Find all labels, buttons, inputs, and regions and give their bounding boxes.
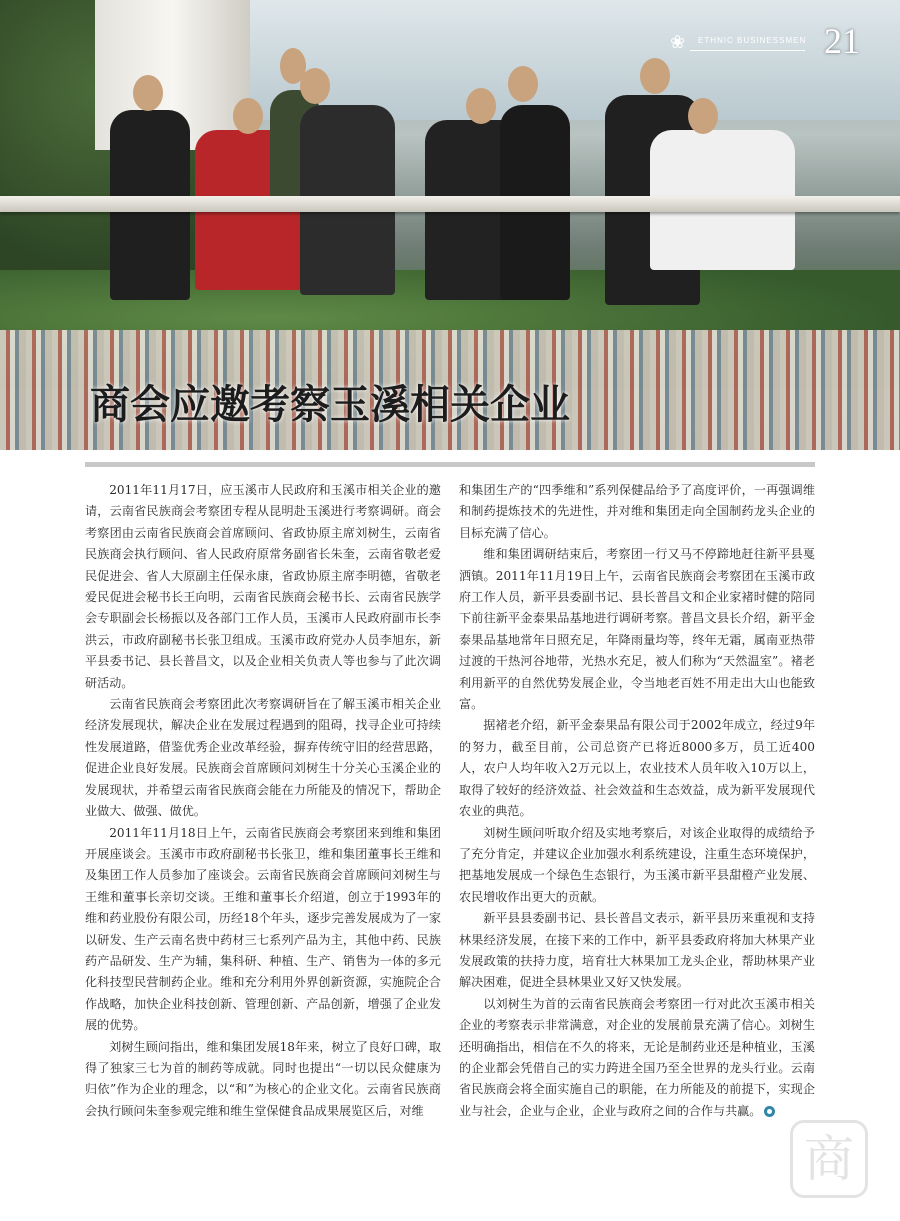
photo-sky: [240, 0, 900, 120]
paragraph: 2011年11月18日上午，云南省民族商会考察团来到维和集团开展座谈会。玉溪市市政府副秘书长张卫，维和集团董事长王维和及集团工作人员参加了座谈会。云南省民族商会首席顾问刘树生与王维和董事长亲切交谈。王维和董事长介绍道，创立于1993年的维和药业股份有限公司，历经18个年头，逐步完善发展成为了一家以研发、生产云南名贵中药材三七系列产品为主，其他中药、民族药产品研发、生产为辅，集科研、种植、生产、销售为一体的多元化科技型民营制药企业。维和充分利用外界创新资源，实施院企合作战略，加快企业科技创新、管理创新、产品创新，增强了企业发展的优势。: [85, 825, 441, 1033]
paragraph: 刘树生顾问听取介绍及实地考察后，对该企业取得的成绩给予了充分肯定，并建议企业加强水利系统建设，注重生态环境保护，把基地发展成一个绿色生态银行，为玉溪市新平县甜橙产业发展、农民增收作出更大的贡献。: [459, 825, 815, 904]
right-column: [459, 480, 815, 1122]
magazine-name: ETHNIC BUSINESSMEN: [698, 36, 807, 45]
person-7-head: [640, 58, 670, 94]
glass-railing: [0, 196, 900, 212]
person-1-head: [133, 75, 163, 111]
chamber-logo: 商: [790, 1120, 868, 1198]
paragraph: 据褚老介绍，新平金泰果品有限公司于2002年成立，经过9年的努力，截至目前，公司总资产已将近8000多万，员工近400人，农户人均年收入2万元以上，农业技术人员年收入10万以上，取得了较好的经济效益、社会效益和生态效益，成为新平发展现代农业的典范。: [459, 718, 815, 819]
header-rule: [690, 50, 805, 51]
left-column: [85, 480, 441, 1122]
paragraph: 维和集团调研结束后，考察团一行又马不停蹄地赶往新平县戛洒镇。2011年11月19日上午，云南省民族商会考察团在玉溪市政府工作人员，新平县委副书记、县长普昌文和企业家褚时健的陪同下前往新平金泰果品基地进行调研考察。普昌文县长介绍，新平金泰果品基地常年日照充足，年降雨量均等，终年无霜，属南亚热带过渡的干热河谷地带，光热水充足，被人们称为“天然温室”。褚老利用新平的自然优势发展企业，令当地老百姓不用走出大山也能致富。: [459, 547, 815, 712]
person-5-head: [466, 88, 496, 124]
person-6-head: [508, 66, 538, 102]
paragraph: 云南省民族商会考察团此次考察调研旨在了解玉溪市相关企业经济发展现状，解决企业在发展过程遇到的阻碍，找寻企业可持续性发展道路，借鉴优秀企业改革经验，摒弃传统守旧的经营思路，促进企业良好发展。民族商会首席顾问刘树生十分关心玉溪企业的发展现状，并希望云南省民族商会能在力所能及的情况下，帮助企业做大、做强、做优。: [85, 697, 441, 819]
person-2-head: [233, 98, 263, 134]
article-title: 商会应邀考察玉溪相关企业: [90, 381, 570, 428]
paragraph: 刘树生顾问指出，维和集团发展18年来，树立了良好口碑，取得了独家三七为首的制药等成就。同时也提出“一切以民众健康为归依”作为企业的理念，以“和”为核心的企业文化。云南省民族商会执行顾问朱奎参观完维和维生堂保健食品成果展览区后，对维: [85, 1039, 441, 1118]
paragraph-last: [459, 994, 815, 1122]
ornament-icon: ❀: [670, 32, 686, 53]
end-mark-icon: [764, 1106, 775, 1117]
paragraph: 新平县县委副书记、县长普昌文表示，新平县历来重视和支持林果经济发展，在接下来的工作中，新平县委政府将加大林果产业发展政策的扶持力度，培育壮大林果加工龙头企业，帮助林果产业解决困难，促进全县林果业又好又快发展。: [459, 911, 815, 990]
paragraph-last-text: 以刘树生为首的云南省民族商会考察团一行对此次玉溪市相关企业的考察表示非常满意，对企业的发展前景充满了信心。刘树生还明确指出，相信在不久的将来，无论是制药业还是种植业，玉溪的企业都会凭借自己的实力跨进全国乃至全世界的龙头行业。云南省民族商会将全面实施自己的职能，在力所能及的前提下，实现企业与社会，企业与企业，企业与政府之间的合作与共赢。: [459, 996, 815, 1118]
person-8-head: [688, 98, 718, 134]
paragraph: 2011年11月17日，应玉溪市人民政府和玉溪市相关企业的邀请，云南省民族商会考察团专程从昆明赴玉溪进行考察调研。商会考察团由云南省民族商会首席顾问、省政协原主席刘树生，云南省民族商会执行顾问、省人民政府原常务副省长朱奎，云南省敬老爱民促进会、省人大原副主任保永康，省政协原主席李明德，省敬老爱民促进会秘书长王向明，云南省民族商会秘书长、云南省民族学会专职副会长杨振以及各部门工作人员，玉溪市人民政府副市长李洪云，市政府副秘书长张卫组成。玉溪市政府党办人员李旭东，新平县委书记、县长普昌文，以及企业相关负责人等也参与了此次调研活动。: [85, 483, 441, 690]
paragraph-continued: 和集团生产的“四季维和”系列保健品给予了高度评价，一再强调维和制药提炼技术的先进性，并对维和集团走向全国制药龙头企业的目标充满了信心。: [459, 483, 815, 540]
hero-photo: [0, 0, 900, 450]
person-4-head: [300, 68, 330, 104]
title-separator: [85, 462, 815, 467]
page-number: 21: [824, 21, 860, 61]
